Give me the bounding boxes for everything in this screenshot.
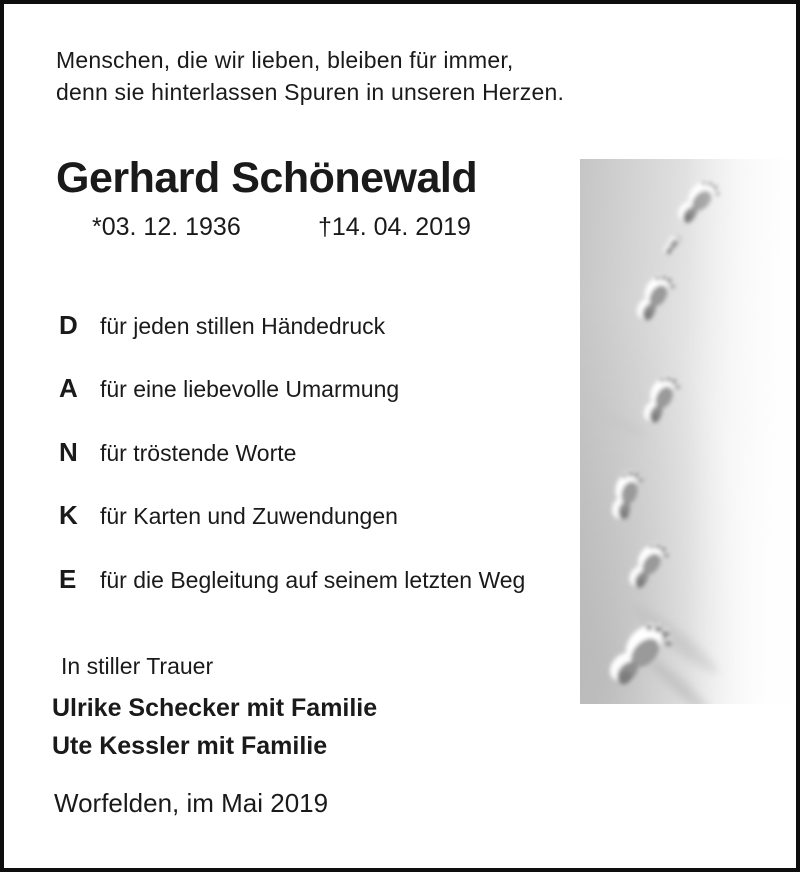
death-date: †14. 04. 2019 (318, 213, 471, 241)
acrostic-letter: N (59, 437, 78, 467)
life-dates (92, 213, 471, 242)
acrostic-row (59, 437, 296, 468)
place-date: Worfelden, im Mai 2019 (54, 788, 329, 818)
birth-date: *03. 12. 1936 (92, 213, 241, 241)
acrostic-text: für tröstende Worte (100, 440, 297, 466)
acrostic-row (59, 373, 399, 404)
acrostic-row (59, 310, 385, 341)
mourner-name: Ute Kessler mit Familie (52, 732, 328, 760)
epigraph-line-2: denn sie hinterlassen Spuren in unseren Herzen. (56, 79, 565, 105)
acrostic-letter: D (59, 310, 78, 340)
acrostic-letter: E (59, 564, 77, 594)
photo-fade-overlay (580, 159, 794, 704)
acrostic-row (59, 500, 398, 531)
acrostic-row (59, 564, 525, 595)
acrostic-text: für Karten und Zuwendungen (100, 503, 398, 529)
acrostic-letter: K (59, 500, 78, 530)
acrostic-letter: A (59, 373, 78, 403)
footprints-in-sand-image (580, 159, 794, 704)
mourning-intro: In stiller Trauer (61, 653, 214, 679)
footprints-photo (580, 159, 794, 704)
epigraph-line-1: Menschen, die wir lieben, bleiben für immer, (56, 47, 514, 73)
mourner-name: Ulrike Schecker mit Familie (52, 694, 378, 722)
mourning-block (52, 652, 377, 765)
acrostic-text: für eine liebevolle Umarmung (100, 376, 400, 402)
acrostic-text: für jeden stillen Händedruck (100, 313, 386, 339)
epigraph (56, 44, 564, 108)
deceased-name: Gerhard Schönewald (56, 154, 478, 202)
acrostic-text: für die Begleitung auf seinem letzten Weg (100, 567, 526, 593)
